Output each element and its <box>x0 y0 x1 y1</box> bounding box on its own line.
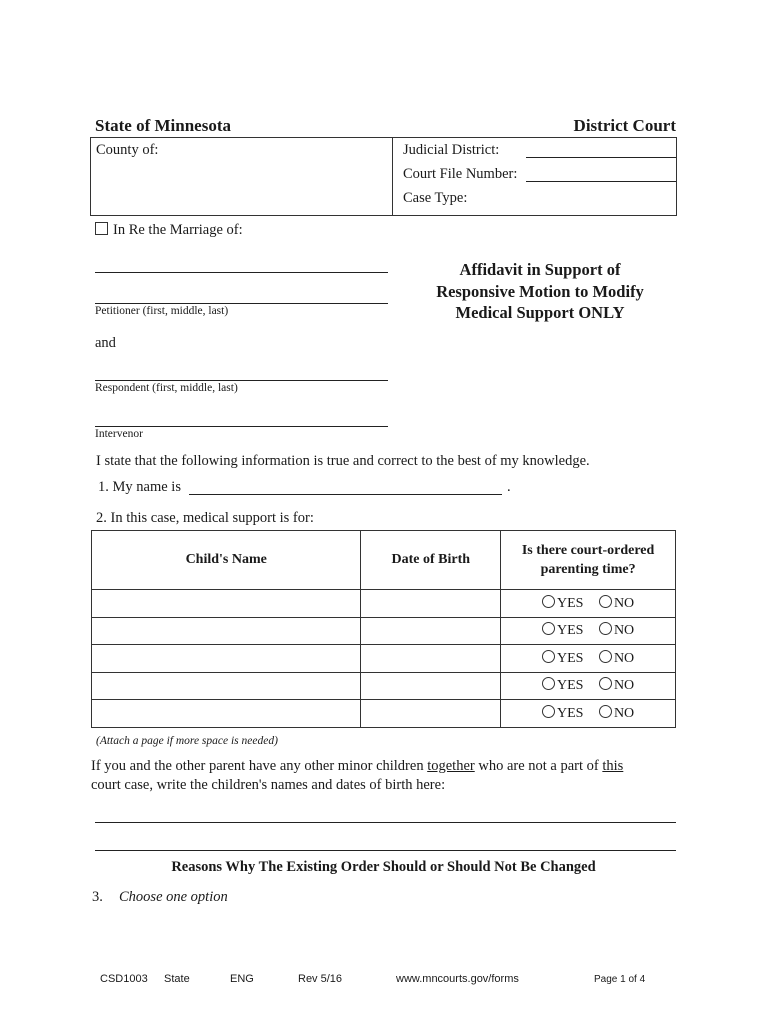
footer-page: Page 1 of 4 <box>594 974 646 985</box>
other-children-field-line1[interactable] <box>95 822 676 823</box>
child-name-cell[interactable] <box>92 590 361 618</box>
yes-label: YES <box>556 595 584 611</box>
no-option[interactable] <box>599 622 634 639</box>
document-title <box>405 259 675 324</box>
radio-icon[interactable] <box>599 705 612 718</box>
footer-rev: Rev 5/16 <box>298 973 343 985</box>
intervenor-field[interactable] <box>95 426 388 427</box>
footer-state: State <box>164 973 190 985</box>
table-row <box>92 700 676 728</box>
radio-icon[interactable] <box>542 705 555 718</box>
no-label: NO <box>613 650 635 666</box>
yes-option[interactable] <box>542 622 583 639</box>
col-header-parenting-time-text: Is there court-ordered parenting time? <box>521 543 655 577</box>
no-option[interactable] <box>599 650 634 667</box>
caption-box <box>90 137 677 216</box>
judicial-district-field[interactable] <box>526 157 676 158</box>
footer-form-id: CSD1003 <box>100 973 148 985</box>
attach-page-note: (Attach a page if more space is needed) <box>96 735 278 747</box>
no-label: NO <box>613 705 635 721</box>
court-file-number-field[interactable] <box>526 181 676 182</box>
in-re-row <box>95 222 243 239</box>
other-children-text-1: If you and the other parent have any other minor children <box>91 758 428 774</box>
yes-label: YES <box>556 705 584 721</box>
caption-divider <box>392 137 393 215</box>
title-line-2: Responsive Motion to Modify <box>436 281 644 301</box>
other-children-this: this <box>602 758 624 774</box>
yes-option[interactable] <box>542 595 583 612</box>
yes-option[interactable] <box>542 677 583 694</box>
radio-icon[interactable] <box>599 595 612 608</box>
footer-url[interactable]: www.mncourts.gov/forms <box>396 973 519 985</box>
col-header-child-name: Child's Name <box>92 531 361 590</box>
other-children-text <box>91 757 681 795</box>
judicial-district-label: Judicial District: <box>403 142 500 158</box>
reasons-heading: Reasons Why The Existing Order Should or Should Not Be Changed <box>171 859 596 875</box>
state-heading: State of Minnesota <box>95 116 231 135</box>
radio-icon[interactable] <box>599 622 612 635</box>
respondent-label: Respondent (first, middle, last) <box>95 382 238 394</box>
child-name-cell[interactable] <box>92 617 361 645</box>
yes-option[interactable] <box>542 705 583 722</box>
table-header-row <box>92 531 676 590</box>
child-name-cell[interactable] <box>92 645 361 673</box>
radio-icon[interactable] <box>542 677 555 690</box>
col-header-date-of-birth: Date of Birth <box>361 531 501 590</box>
footer-lang: ENG <box>230 973 254 985</box>
title-line-3: Medical Support ONLY <box>455 303 625 322</box>
court-file-number-label: Court File Number: <box>403 166 518 182</box>
yes-label: YES <box>556 623 584 639</box>
children-table <box>91 530 676 728</box>
radio-icon[interactable] <box>542 622 555 635</box>
date-of-birth-cell[interactable] <box>361 590 501 618</box>
parenting-time-cell <box>501 617 676 645</box>
radio-icon[interactable] <box>542 595 555 608</box>
date-of-birth-cell[interactable] <box>361 617 501 645</box>
case-type-label: Case Type: <box>403 190 468 206</box>
other-children-text-3: court case, write the children's names and dates of birth here: <box>91 777 446 793</box>
radio-icon[interactable] <box>599 650 612 663</box>
intervenor-label: Intervenor <box>95 428 143 440</box>
petitioner-label: Petitioner (first, middle, last) <box>95 305 229 317</box>
petitioner-field-line1[interactable] <box>95 272 388 273</box>
radio-icon[interactable] <box>599 677 612 690</box>
table-row <box>92 590 676 618</box>
no-label: NO <box>613 595 635 611</box>
other-children-together: together <box>427 758 475 774</box>
table-row <box>92 645 676 673</box>
date-of-birth-cell[interactable] <box>361 645 501 673</box>
other-children-text-2: who are not a part of <box>474 758 603 774</box>
in-re-checkbox[interactable] <box>95 222 108 235</box>
table-row <box>92 672 676 700</box>
date-of-birth-cell[interactable] <box>361 700 501 728</box>
title-line-1: Affidavit in Support of <box>459 260 621 279</box>
and-label: and <box>95 335 116 351</box>
no-label: NO <box>613 678 635 694</box>
col-header-parenting-time <box>501 531 676 590</box>
my-name-field[interactable] <box>189 494 502 495</box>
yes-label: YES <box>556 650 584 666</box>
yes-label: YES <box>556 678 584 694</box>
item3-text: Choose one option <box>119 889 228 905</box>
respondent-field[interactable] <box>95 380 388 381</box>
no-label: NO <box>613 623 635 639</box>
county-label: County of: <box>96 142 159 158</box>
table-row <box>92 617 676 645</box>
item1-label: 1. My name is <box>98 479 181 495</box>
item3-number: 3. <box>92 889 103 905</box>
court-heading: District Court <box>573 116 676 135</box>
item2-label: 2. In this case, medical support is for: <box>96 510 314 526</box>
yes-option[interactable] <box>542 650 583 667</box>
no-option[interactable] <box>599 677 634 694</box>
parenting-time-cell <box>501 645 676 673</box>
statement-text: I state that the following information is true and correct to the best of my knowledge. <box>96 453 590 469</box>
no-option[interactable] <box>599 705 634 722</box>
parenting-time-cell <box>501 672 676 700</box>
other-children-field-line2[interactable] <box>95 850 676 851</box>
petitioner-field-line2[interactable] <box>95 303 388 304</box>
date-of-birth-cell[interactable] <box>361 672 501 700</box>
no-option[interactable] <box>599 595 634 612</box>
in-re-label: In Re the Marriage of: <box>113 222 243 238</box>
radio-icon[interactable] <box>542 650 555 663</box>
parenting-time-cell <box>501 700 676 728</box>
child-name-cell[interactable] <box>92 700 361 728</box>
item1-period: . <box>507 479 511 495</box>
child-name-cell[interactable] <box>92 672 361 700</box>
parenting-time-cell <box>501 590 676 618</box>
